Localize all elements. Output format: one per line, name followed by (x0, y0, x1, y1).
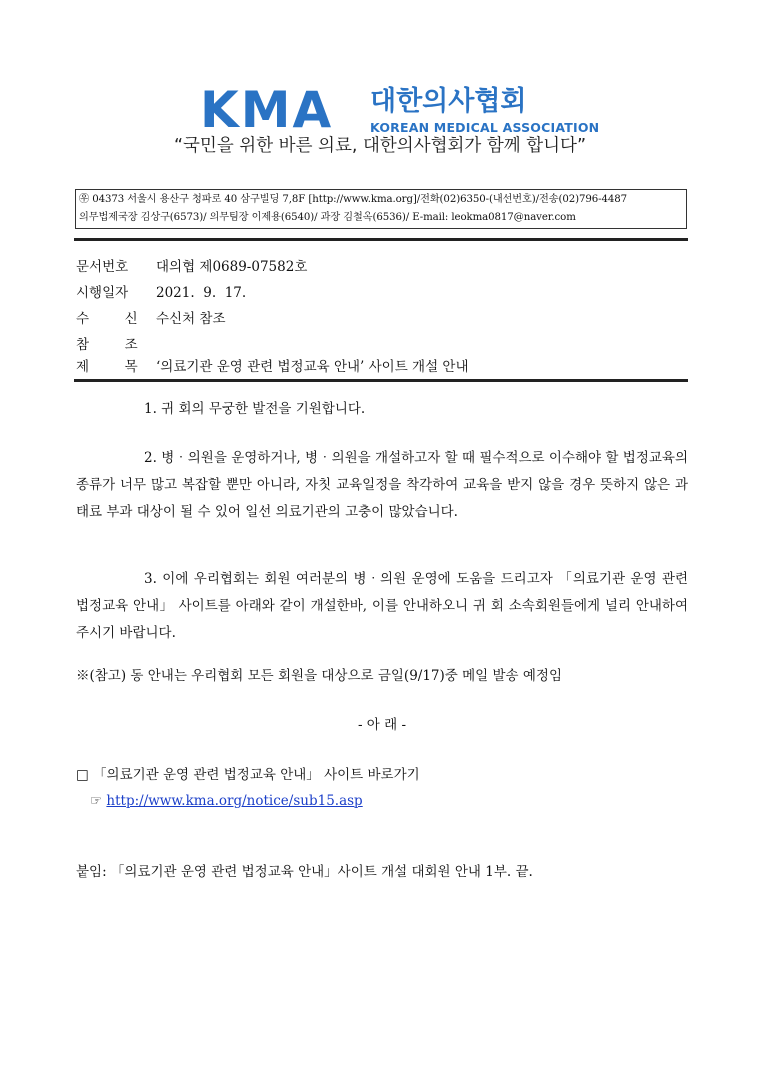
pointing-hand-icon: ☞ (90, 793, 103, 809)
doc-number-label: 문서번호 (76, 259, 129, 275)
reference-note: ※(참고) 동 안내는 우리협회 모든 회원을 대상으로 금일(9/17)중 메일 발송 예정임 (76, 668, 562, 684)
address-box (75, 189, 687, 229)
paragraph-2: 2. 병‧의원을 운영하거나, 병‧의원을 개설하고자 할 때 필수적으로 이수해야 할 법정교육의 종류가 너무 많고 복잡할 뿐만 아니라, 자칫 교육일정을 착각하여 교육을 받지 않을 경우 뜻하지 않은 과태료 부과 대상이 될 수 있어 일선 의료기관의 고충이 많았습니다. (76, 450, 688, 520)
attachment-line: 붙임: 「의료기관 운영 관련 법정교육 안내」사이트 개설 대회원 안내 1부. 끝. (76, 864, 533, 880)
address-line-1: ㉾ 04373 서울시 용산구 청파로 40 삼구빌딩 7,8F [http://www.kma.org]/전화(02)6350-(내선번호)/전송(02)796-4487 (79, 194, 627, 205)
org-name-english: KOREAN MEDICAL ASSOCIATION (370, 120, 600, 135)
slogan: “국민을 위한 바른 의료, 대한의사협회가 함께 합니다” (173, 136, 587, 156)
doc-number: 대의협 제0689-07582호 (156, 259, 308, 275)
recipient-row (76, 310, 226, 328)
date-label: 시행일자 (76, 285, 129, 301)
date-row (76, 284, 246, 302)
subject-row (76, 358, 468, 376)
paragraph-1: 1. 귀 회의 무궁한 발전을 기원합니다. (144, 401, 366, 417)
site-item: □ 「의료기관 운영 관련 법정교육 안내」 사이트 바로가기 (76, 767, 420, 783)
address-line-2: 의무법제국장 김상구(6573)/ 의무팀장 이제용(6540)/ 과장 김철옥(6536)/ E-mail: leokma0817@naver.com (79, 212, 576, 223)
org-name-korean: 대한의사협회 (370, 86, 527, 117)
doc-number-row (76, 258, 307, 276)
site-link[interactable]: http://www.kma.org/notice/sub15.asp (106, 793, 363, 809)
divider-bottom (74, 379, 688, 382)
divider-top (74, 238, 688, 241)
reference-row (76, 336, 156, 354)
reference-label: 참 조 (76, 337, 147, 353)
subject-label: 제 목 (76, 359, 147, 375)
recipient-value: 수신처 참조 (156, 311, 226, 327)
link-row (90, 788, 702, 815)
date-value: 2021. 9. 17. (156, 285, 247, 301)
kma-logo-text: KMA (200, 81, 334, 139)
paragraph-3: 3. 이에 우리협회는 회원 여러분의 병‧의원 운영에 도움을 드리고자 「의료기관 운영 관련 법정교육 안내」 사이트를 아래와 같이 개설한바, 이를 안내하오니 귀 회 소속회원들에게 널리 안내하여 주시기 바랍니다. (76, 571, 688, 641)
recipient-label: 수 신 (76, 311, 147, 327)
below-heading: - 아 래 - (357, 717, 407, 733)
subject-value: ‘의료기관 운영 관련 법정교육 안내’ 사이트 개설 안내 (156, 359, 469, 375)
